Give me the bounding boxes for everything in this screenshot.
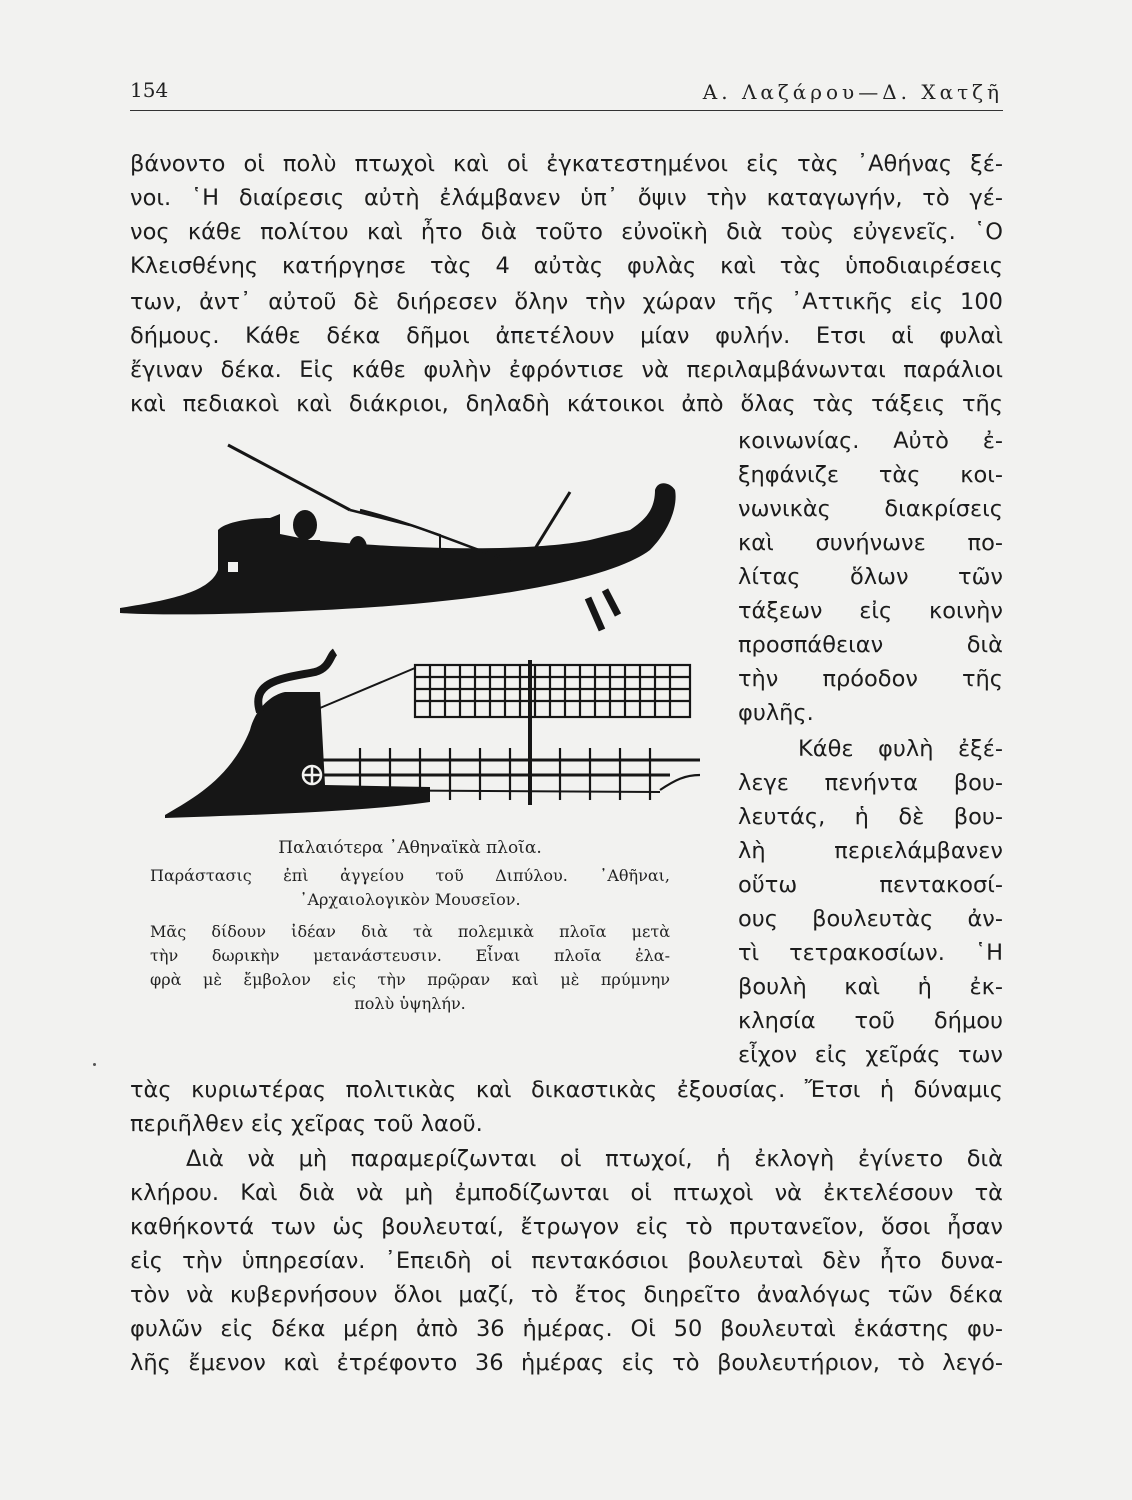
side-line: εἶχον εἰς χεῖράς των (738, 1042, 1003, 1068)
side-line: κοινωνίας. Αὐτὸ ἐ- (738, 428, 1003, 454)
page-header (130, 76, 1003, 111)
figure-caption-description: πολὺ ὑψηλήν. (354, 994, 466, 1013)
figure-caption-description: Μᾶς δίδουν ἰδέαν διὰ τὰ πολεμικὰ πλοῖα μετὰ (150, 922, 670, 941)
body-line: νοι. ῾Η διαίρεσις αὐτὴ ἐλάμβανεν ὑπ᾿ ὄψιν τὴν καταγωγήν, τὸ γέ- (130, 185, 1003, 211)
side-line: κλησία τοῦ δήμου (738, 1008, 1003, 1034)
side-line: τὶ τετρακοσίων. ῾Η (738, 940, 1003, 966)
side-line: ους βουλευτὰς ἀν- (738, 906, 1003, 932)
side-line: προσπάθειαν διὰ (738, 632, 1003, 658)
body-line: καὶ πεδιακοὶ καὶ διάκριοι, δηλαδὴ κάτοικοι ἀπὸ ὅλας τὰς τάξεις τῆς (130, 391, 1003, 417)
figure-caption-source: ᾿Αρχαιολογικὸν Μουσεῖον. (299, 890, 521, 909)
body-line: Κλεισθένης κατήργησε τὰς 4 αὐτὰς φυλὰς καὶ τὰς ὑποδιαιρέσεις (130, 253, 1003, 279)
side-line: βουλὴ καὶ ἡ ἐκ- (738, 974, 1003, 1000)
body-line: νος κάθε πολίτου καὶ ἦτο διὰ τοῦτο εὐνοϊκὴ διὰ τοὺς εὐγενεῖς. ῾Ο (130, 219, 1003, 245)
body-line: των, ἀντ᾿ αὐτοῦ δὲ διήρεσεν ὅλην τὴν χώραν τῆς ᾿Αττικῆς εἰς 100 (130, 289, 1003, 315)
body-line: φυλῶν εἰς δέκα μέρη ἀπὸ 36 ἡμέρας. Οἱ 50 βουλευταὶ ἑκάστης φυ- (130, 1316, 1003, 1342)
side-line: τάξεων εἰς κοινὴν (738, 598, 1003, 624)
body-line: περιῆλθεν εἰς χεῖρας τοῦ λαοῦ. (130, 1111, 483, 1137)
side-line: λίτας ὅλων τῶν (738, 564, 1003, 590)
side-line: νωνικὰς διακρίσεις (738, 496, 1003, 522)
side-line: τὴν πρόοδον τῆς (738, 666, 1003, 692)
ship-illustrations (110, 430, 730, 830)
side-line: λευτάς, ἡ δὲ βου- (738, 804, 1003, 830)
body-line: καθήκοντά των ὡς βουλευταί, ἔτρωγον εἰς τὸ πρυτανεῖον, ὅσοι ἦσαν (130, 1214, 1003, 1240)
side-line: λὴ περιελάμβανεν (738, 838, 1003, 864)
running-head: Α. Λαζάρου—Δ. Χατζῆ (702, 80, 1003, 104)
figure-caption-title: Παλαιότερα ᾿Αθηναϊκὰ πλοῖα. (278, 838, 542, 858)
body-line: δήμους. Κάθε δέκα δῆμοι ἀπετέλουν μίαν φυλήν. Ετσι αἱ φυλαὶ (130, 323, 1003, 349)
page-number: 154 (130, 78, 169, 102)
side-line: καὶ συνήνωνε πο- (738, 530, 1003, 556)
body-line: τὰς κυριωτέρας πολιτικὰς καὶ δικαστικὰς ἐξουσίας. Ἔτσι ἡ δύναμις (130, 1077, 1003, 1103)
figure-caption-source: Παράστασις ἐπὶ ἀγγείου τοῦ Διπύλου. ᾿Αθῆναι, (150, 866, 670, 885)
figure-caption-description: φρὰ μὲ ἔμβολον εἰς τὴν πρῷραν καὶ μὲ πρύμνην (150, 970, 670, 989)
body-line: τὸν νὰ κυβερνήσουν ὅλοι μαζί, τὸ ἔτος διηρεῖτο ἀναλόγως τῶν δέκα (130, 1282, 1003, 1308)
side-line: οὕτω πεντακοσί- (738, 872, 1003, 898)
body-line: ἔγιναν δέκα. Εἰς κάθε φυλὴν ἐφρόντισε νὰ περιλαμβάνωνται παράλιοι (130, 357, 1003, 383)
ship-2-illustration (165, 652, 700, 818)
scan-speck (93, 1063, 96, 1066)
body-line: λῆς ἔμενον καὶ ἐτρέφοντο 36 ἡμέρας εἰς τὸ βουλευτήριον, τὸ λεγό- (130, 1350, 1003, 1376)
ships-figure-svg (110, 430, 730, 830)
body-line: βάνοντο οἱ πολὺ πτωχοὶ καὶ οἱ ἐγκατεστημένοι εἰς τὰς ᾿Αθήνας ξέ- (130, 151, 1003, 177)
side-line: φυλῆς. (738, 700, 814, 726)
body-line: εἰς τὴν ὑπηρεσίαν. ᾿Επειδὴ οἱ πεντακόσιοι βουλευταὶ δὲν ἦτο δυνα- (130, 1248, 1003, 1274)
side-line: ξηφάνιζε τὰς κοι- (738, 462, 1003, 488)
side-line: λεγε πενήντα βου- (738, 770, 1003, 796)
body-line: Διὰ νὰ μὴ παραμερίζωνται οἱ πτωχοί, ἡ ἐκλογὴ ἐγίνετο διὰ (186, 1146, 1003, 1172)
body-line: κλήρου. Καὶ διὰ νὰ μὴ ἐμποδίζωνται οἱ πτωχοὶ νὰ ἐκτελέσουν τὰ (130, 1180, 1003, 1206)
ship-1-illustration (120, 445, 676, 630)
figure-caption-description: τὴν δωρικὴν μετανάστευσιν. Εἶναι πλοῖα ἐλα- (150, 946, 670, 965)
side-line: Κάθε φυλὴ ἐξέ- (798, 736, 1003, 762)
